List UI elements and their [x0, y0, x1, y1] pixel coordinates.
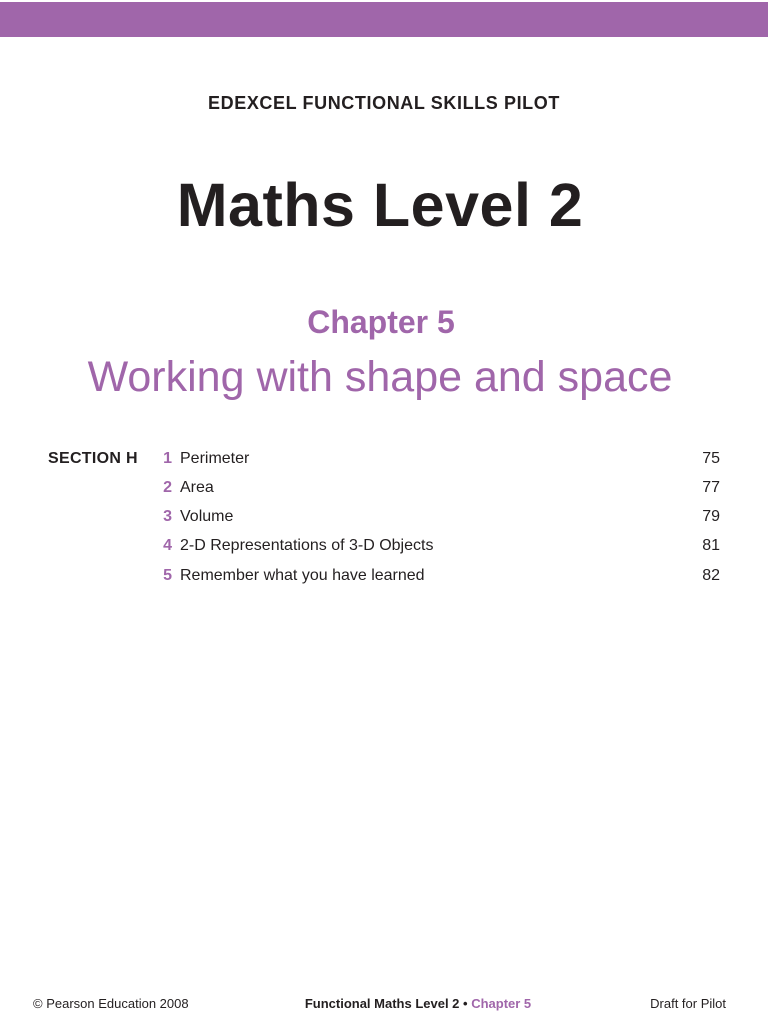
- toc-item-title: Area: [180, 479, 214, 496]
- toc-item-number: 1: [163, 450, 172, 467]
- chapter-title: Working with shape and space: [87, 353, 673, 401]
- toc-item-number: 5: [163, 567, 172, 584]
- toc-item-page: 79: [702, 508, 720, 525]
- toc-item-page: 82: [702, 567, 720, 584]
- top-accent-bar: [0, 2, 768, 37]
- footer-book: Functional Maths Level 2: [304, 996, 460, 1011]
- toc-item-page: 75: [702, 450, 720, 467]
- section-label: SECTION H: [48, 450, 138, 467]
- footer-separator: •: [459, 996, 472, 1011]
- toc-item-representations: [160, 535, 720, 557]
- toc-item-number: 2: [163, 479, 172, 496]
- toc-item-number: 4: [163, 537, 172, 554]
- chapter-label: Chapter 5: [307, 304, 455, 340]
- toc-item-number: 3: [163, 508, 172, 525]
- footer-chapter: Chapter 5: [471, 996, 532, 1011]
- toc-item-title: Remember what you have learned: [180, 567, 425, 584]
- toc-item-area: [160, 477, 720, 499]
- toc-item-volume: [160, 506, 720, 528]
- page-title: Maths Level 2: [176, 171, 584, 239]
- series-title: EDEXCEL FUNCTIONAL SKILLS PILOT: [208, 93, 560, 113]
- toc-item-page: 77: [702, 479, 720, 496]
- footer-copyright: © Pearson Education 2008: [33, 996, 189, 1011]
- toc-item-title: Perimeter: [180, 450, 250, 467]
- toc-item-title: 2-D Representations of 3-D Objects: [180, 537, 434, 554]
- toc-item-remember: [160, 565, 720, 587]
- toc-item-page: 81: [702, 537, 720, 554]
- toc-item-perimeter: [160, 448, 720, 470]
- footer-status: Draft for Pilot: [650, 996, 726, 1011]
- toc-item-title: Volume: [180, 508, 234, 525]
